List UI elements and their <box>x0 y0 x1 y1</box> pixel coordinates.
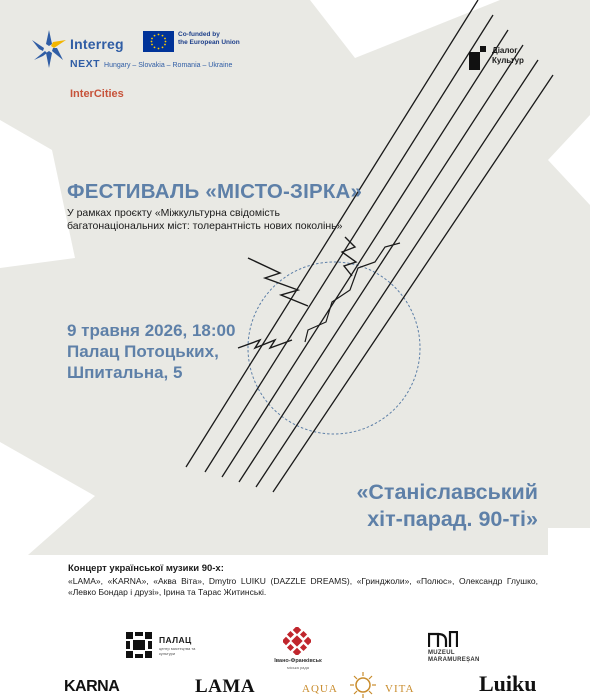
concert-title: Концерт української музики 90-х: <box>68 563 224 574</box>
aqua-vita-logo-aqua: AQUA <box>302 683 338 695</box>
muzeul-logo-icon <box>428 631 458 647</box>
project-line-2: багатонаціональних міст: толерантність нових поколінь» <box>67 219 343 232</box>
hit-parade-line-2: хіт-парад. 90-ті» <box>367 507 538 531</box>
project-line-1: У рамках проєкту «Міжкультурна свідомість <box>67 207 280 219</box>
aqua-vita-sun-icon <box>350 672 376 698</box>
muzeul-label <box>428 650 480 664</box>
next-label: NEXT <box>70 58 101 70</box>
karna-logo: KARNA <box>64 678 120 695</box>
dialog-kultur-icon <box>469 46 486 70</box>
palac-label: ПАЛАЦ <box>159 635 192 645</box>
ivano-frankivsk-sublabel: міська рада <box>287 665 309 670</box>
muzeul-line-1: MUZEUL <box>428 650 455 656</box>
event-venue: Палац Потоцьких, <box>67 342 219 361</box>
luiku-logo: Luiku <box>479 671 537 696</box>
next-countries: Hungary – Slovakia – Romania – Ukraine <box>104 62 233 69</box>
hit-parade-line-1: «Станіславський <box>356 480 538 504</box>
dk-line-1: Діалог <box>492 46 518 55</box>
next-program-line <box>70 58 232 70</box>
event-details <box>67 320 235 383</box>
project-description <box>67 207 342 232</box>
festival-title: ФЕСТИВАЛЬ «МІСТО-ЗІРКА» <box>67 180 363 203</box>
interreg-wordmark: Interreg <box>70 36 124 52</box>
intercities-label: InterCities <box>70 88 124 100</box>
dialog-kultur-label <box>492 46 524 66</box>
concert-performers: «LAMA», «KARNA», «Аква Віта», Dmytro LUIKU (DAZZLE DREAMS), «Гринджоли», «Полюс», Олександр Глушко, «Левко Бондар і друзі», Ірина та Тарас Житинські. <box>68 576 538 597</box>
aqua-vita-logo-vita: VITA <box>385 683 415 695</box>
eu-cofunded-label <box>178 31 240 47</box>
lama-logo: LAMA <box>195 676 256 697</box>
palac-sublabel: центр мистецтва та культури <box>159 646 196 656</box>
eu-flag-icon <box>143 31 174 52</box>
ivano-frankivsk-emblem-icon <box>283 627 311 655</box>
ivano-frankivsk-label: Івано-Франківськ <box>274 658 322 664</box>
muzeul-line-2: MARAMUREȘAN <box>428 657 480 663</box>
event-address: Шпитальна, 5 <box>67 363 183 382</box>
dk-line-2: Культур <box>492 56 524 65</box>
eu-line-2: the European Union <box>178 39 240 46</box>
palac-logo-icon <box>125 631 153 659</box>
event-date-time: 9 травня 2026, 18:00 <box>67 321 236 340</box>
hit-parade-title <box>356 479 538 533</box>
interreg-star-icon <box>30 28 68 70</box>
eu-line-1: Co-funded by <box>178 31 220 38</box>
